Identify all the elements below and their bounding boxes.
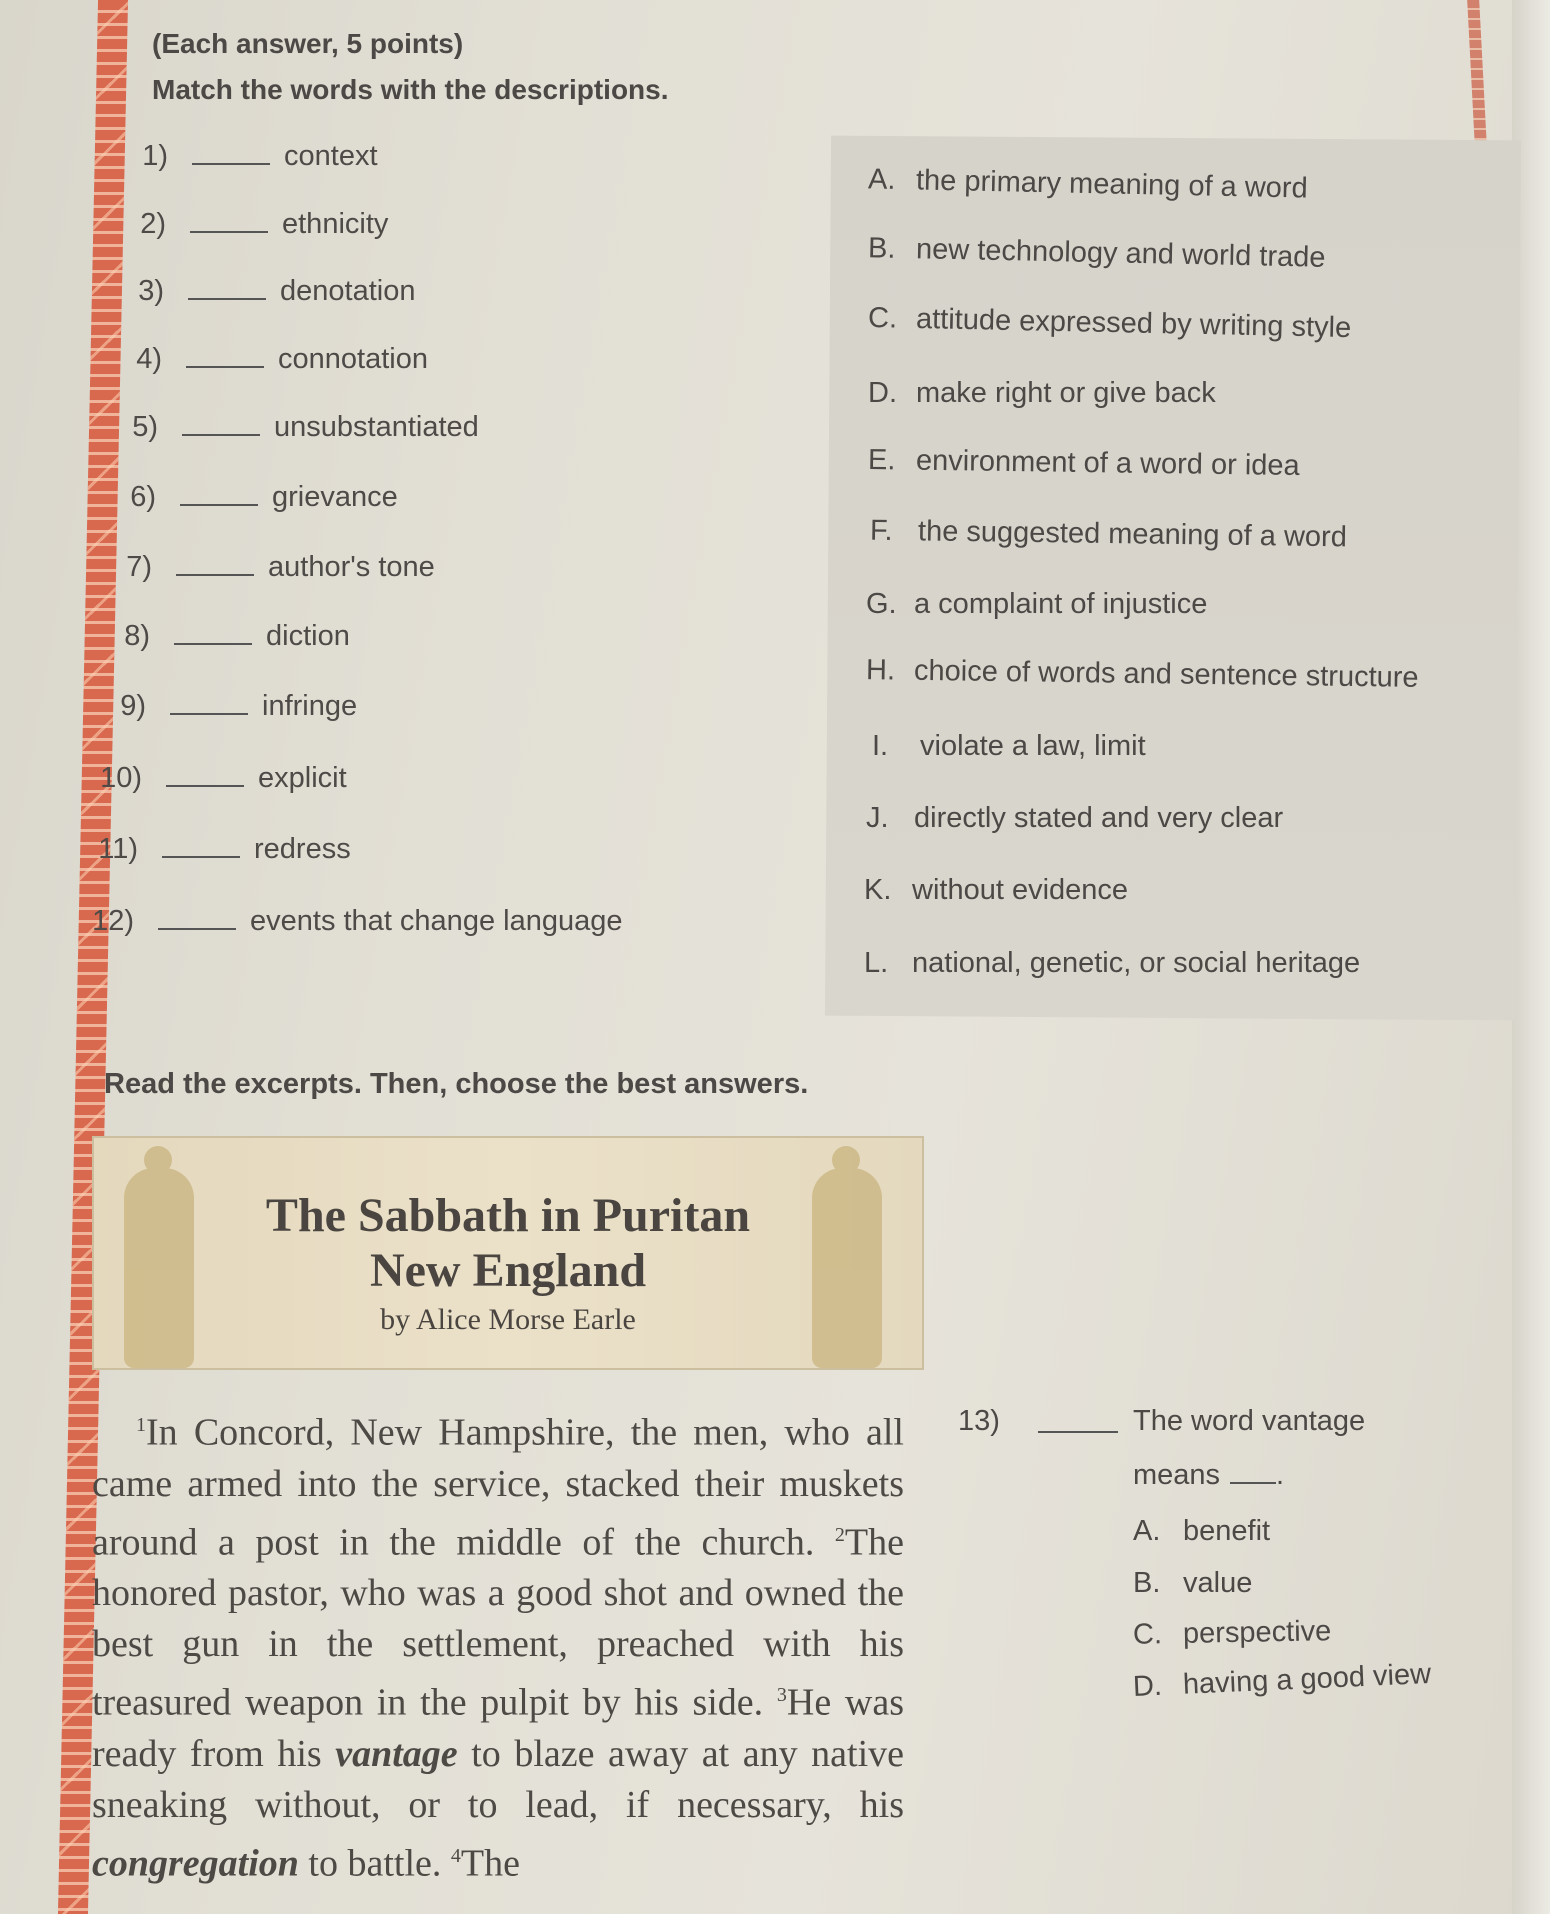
answer-blank-9[interactable] (170, 691, 248, 715)
word-item-4: 4) connotation (136, 343, 428, 375)
option-a[interactable]: A. benefit (1133, 1515, 1271, 1547)
word-item-7: 7) author's tone (126, 551, 435, 583)
answer-blank-1[interactable] (192, 141, 270, 165)
word-item-5: 5) unsubstantiated (132, 411, 479, 443)
description-item-a: A. the primary meaning of a word (867, 163, 1308, 205)
excerpt-title-line2: New England (369, 1244, 647, 1297)
excerpt-title-line1: The Sabbath in Puritan (265, 1189, 751, 1242)
description-item-l: L. national, genetic, or social heritage (864, 947, 1361, 979)
word-item-10: 10) explicit (100, 762, 347, 794)
question-stem-line2: means . (1133, 1459, 1285, 1491)
answer-blank-13[interactable] (1038, 1431, 1118, 1433)
points-note: (Each answer, 5 points) (152, 28, 464, 59)
vocab-word-vantage: vantage (335, 1732, 458, 1775)
description-item-c: C. attitude expressed by writing style (867, 301, 1352, 345)
inline-blank (1230, 1482, 1276, 1484)
matching-instruction: Match the words with the descriptions. (152, 74, 669, 105)
answer-blank-8[interactable] (174, 621, 252, 645)
word-item-1: 1) context (142, 140, 378, 172)
answer-blank-4[interactable] (186, 344, 264, 368)
word-item-6: 6) grievance (130, 481, 398, 513)
word-item-3: 3) denotation (138, 275, 416, 307)
excerpt-author: by Alice Morse Earle (380, 1303, 636, 1336)
answer-blank-3[interactable] (188, 276, 266, 300)
description-item-h: H. choice of words and sentence structure (865, 654, 1419, 694)
answer-blank-5[interactable] (182, 412, 260, 436)
answer-blank-6[interactable] (180, 482, 258, 506)
word-item-8: 8) diction (124, 620, 350, 652)
answer-blank-7[interactable] (176, 552, 254, 576)
answer-blank-2[interactable] (190, 209, 268, 233)
option-b[interactable]: B. value (1133, 1567, 1253, 1599)
word-item-9: 9) infringe (120, 690, 358, 722)
description-item-e: E. environment of a word or idea (867, 443, 1300, 483)
description-item-i: I. violate a law, limit (872, 730, 1146, 762)
description-item-d: D. make right or give back (868, 377, 1216, 409)
answer-blank-10[interactable] (166, 763, 244, 787)
reading-instruction: Read the excerpts. Then, choose the best answers. (104, 1068, 809, 1100)
option-d[interactable]: D. having a good view (1132, 1658, 1432, 1703)
word-item-12: 12) events that change language (92, 905, 623, 937)
excerpt-passage (92, 1400, 904, 1890)
excerpt-paragraph: $^1$In Concord, New Hampshire, the men, who all came armed into the service, stacked their muskets around a post in the middle of the church. $^2$The honored pastor, who was a good shot and owned the best gun in the settlement, preached with his treasured weapon in the pulpit by his side. $^3$He was ready from his vantage to blaze away at any native sneaking without, or to lead, if necessary, his congregation to battle. $^4$The (92, 1411, 905, 1885)
section-header (152, 28, 669, 120)
option-c[interactable]: C. perspective (1132, 1615, 1332, 1651)
description-item-g: G. a complaint of injustice (866, 588, 1208, 620)
answer-blank-12[interactable] (158, 906, 236, 930)
word-item-11: 11) redress (98, 833, 351, 865)
question-stem: The word vantage (1133, 1405, 1366, 1437)
description-item-k: K. without evidence (864, 874, 1129, 906)
answer-blank-11[interactable] (162, 834, 240, 858)
word-item-2: 2) ethnicity (140, 208, 389, 240)
description-item-b: B. new technology and world trade (867, 232, 1326, 274)
vocab-word-congregation: congregation (92, 1842, 299, 1885)
description-item-j: J. directly stated and very clear (866, 802, 1284, 834)
description-item-f: F. the suggested meaning of a word (869, 514, 1348, 554)
excerpt-title-banner (92, 1136, 924, 1370)
